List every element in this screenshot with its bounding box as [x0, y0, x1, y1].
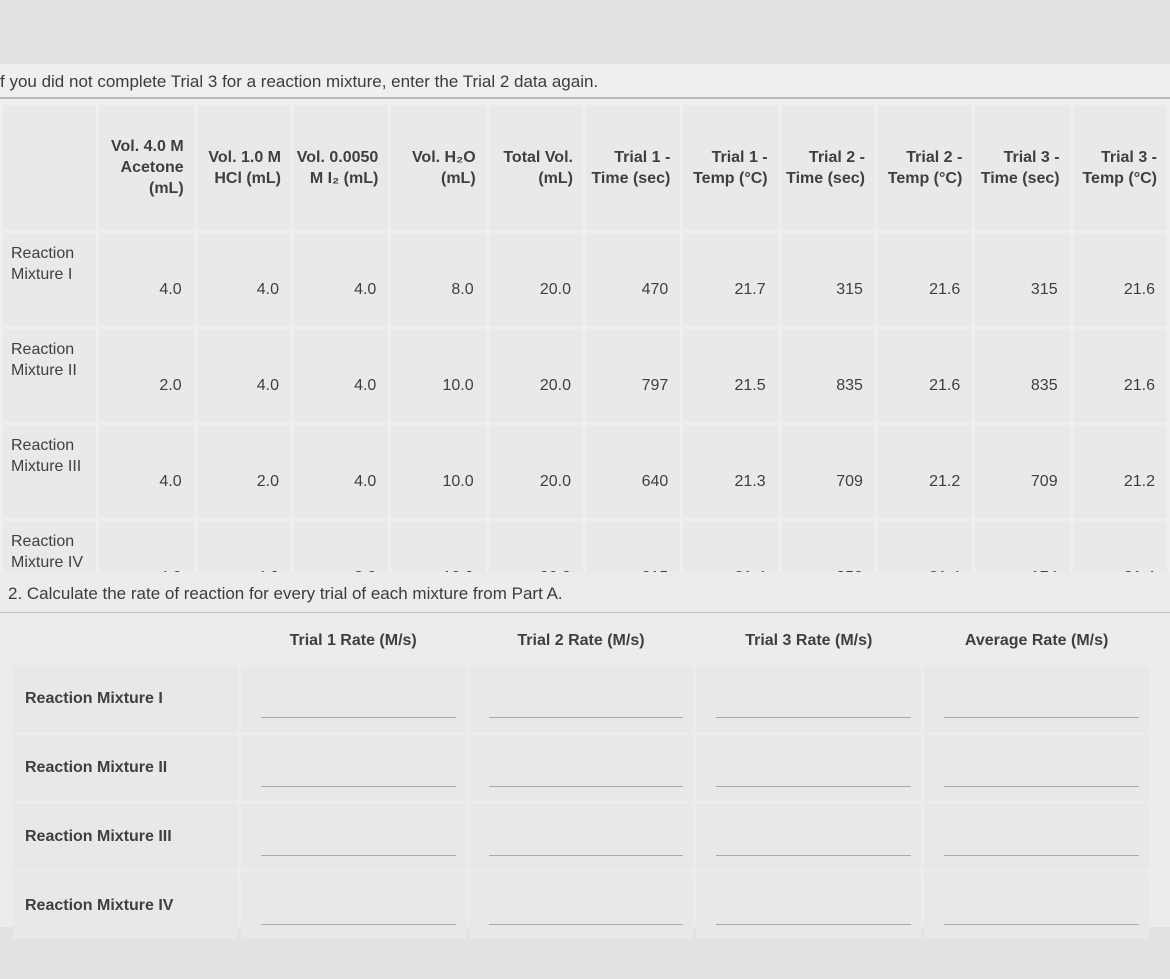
header-iodine: Vol. 0.0050 M I₂ (mL) [294, 105, 388, 230]
average-rate-input[interactable] [924, 873, 1149, 939]
header-trial2-time: Trial 2 - Time (sec) [781, 105, 875, 230]
cell-water: 10.0 [391, 425, 485, 518]
header-blank [13, 619, 238, 663]
cell-total-vol: 20.0 [489, 233, 583, 326]
header-trial3-temp: Trial 3 - Temp (°C) [1073, 105, 1167, 230]
header-trial2-temp: Trial 2 - Temp (°C) [878, 105, 972, 230]
header-blank [3, 105, 96, 230]
rate-table [10, 616, 1152, 942]
divider [0, 612, 1170, 613]
header-trial2-rate: Trial 2 Rate (M/s) [469, 619, 694, 663]
answer-line [489, 855, 684, 856]
cell-trial3-temp: 21.6 [1073, 329, 1167, 422]
header-trial1-time: Trial 1 - Time (sec) [586, 105, 680, 230]
answer-line [716, 786, 911, 787]
cell-acetone: 4.0 [99, 425, 193, 518]
cell-iodine: 4.0 [294, 425, 388, 518]
cell-trial1-time: 640 [586, 425, 680, 518]
answer-line [944, 924, 1139, 925]
trial2-rate-input[interactable] [469, 735, 694, 801]
row-label: Reaction Mixture II [3, 329, 96, 422]
trial2-rate-input[interactable] [469, 873, 694, 939]
cell-water: 10.0 [391, 329, 485, 422]
cell-hcl: 4.0 [197, 233, 291, 326]
rate-row [13, 804, 1149, 870]
cell-trial3-time: 835 [975, 329, 1069, 422]
table-header-row [3, 105, 1167, 230]
cell-trial3-time: 709 [975, 425, 1069, 518]
cell-water: 8.0 [391, 233, 485, 326]
rate-row [13, 666, 1149, 732]
answer-line [489, 924, 684, 925]
cell-trial2-temp: 21.2 [878, 425, 972, 518]
instruction-text: f you did not complete Trial 3 for a reaction mixture, enter the Trial 2 data again. [0, 72, 599, 91]
cell-trial3-time: 315 [975, 233, 1069, 326]
answer-line [261, 924, 456, 925]
header-trial3-time: Trial 3 - Time (sec) [975, 105, 1069, 230]
average-rate-input[interactable] [924, 666, 1149, 732]
header-trial1-temp: Trial 1 - Temp (°C) [683, 105, 777, 230]
rate-row [13, 735, 1149, 801]
row-label: Reaction Mixture I [3, 233, 96, 326]
cell-trial2-temp: 21.6 [878, 329, 972, 422]
cell-hcl: 2.0 [197, 425, 291, 518]
rate-section [0, 572, 1170, 927]
cell-total-vol: 20.0 [489, 329, 583, 422]
answer-line [944, 717, 1139, 718]
question-text: 2. Calculate the rate of reaction for every trial of each mixture from Part A. [8, 584, 563, 603]
rate-row-label: Reaction Mixture II [13, 735, 238, 801]
cell-trial2-time: 835 [781, 329, 875, 422]
rate-row-label: Reaction Mixture IV [13, 873, 238, 939]
trial1-rate-input[interactable] [241, 873, 466, 939]
trial2-rate-input[interactable] [469, 666, 694, 732]
answer-line [489, 717, 684, 718]
cell-hcl: 4.0 [197, 329, 291, 422]
row-label: Reaction Mixture IV [3, 521, 96, 614]
answer-line [261, 786, 456, 787]
cell-iodine: 4.0 [294, 233, 388, 326]
table-row [3, 329, 1167, 422]
answer-line [944, 786, 1139, 787]
row-label: Reaction Mixture III [3, 425, 96, 518]
rate-row-label: Reaction Mixture I [13, 666, 238, 732]
cell-trial1-time: 470 [586, 233, 680, 326]
trial3-rate-input[interactable] [696, 873, 921, 939]
cell-acetone: 4.0 [99, 233, 193, 326]
header-trial1-rate: Trial 1 Rate (M/s) [241, 619, 466, 663]
cell-trial3-temp: 21.6 [1073, 233, 1167, 326]
rate-row [13, 873, 1149, 939]
cell-trial2-time: 315 [781, 233, 875, 326]
answer-line [716, 855, 911, 856]
trial3-rate-input[interactable] [696, 666, 921, 732]
answer-line [261, 855, 456, 856]
answer-line [716, 924, 911, 925]
cell-trial2-time: 709 [781, 425, 875, 518]
header-trial3-rate: Trial 3 Rate (M/s) [696, 619, 921, 663]
trial1-rate-input[interactable] [241, 735, 466, 801]
rate-row-label: Reaction Mixture III [13, 804, 238, 870]
trial3-rate-input[interactable] [696, 735, 921, 801]
header-hcl: Vol. 1.0 M HCl (mL) [197, 105, 291, 230]
divider [0, 97, 1170, 99]
header-acetone: Vol. 4.0 M Acetone (mL) [99, 105, 193, 230]
table-row [3, 233, 1167, 326]
rate-header-row [13, 619, 1149, 663]
header-total-vol: Total Vol. (mL) [489, 105, 583, 230]
cell-trial1-temp: 21.3 [683, 425, 777, 518]
trial1-rate-input[interactable] [241, 804, 466, 870]
trial3-rate-input[interactable] [696, 804, 921, 870]
trial2-rate-input[interactable] [469, 804, 694, 870]
answer-line [944, 855, 1139, 856]
worksheet [0, 64, 1170, 927]
cell-iodine: 4.0 [294, 329, 388, 422]
answer-line [716, 717, 911, 718]
data-table [0, 102, 1170, 617]
average-rate-input[interactable] [924, 735, 1149, 801]
header-water: Vol. H₂O (mL) [391, 105, 485, 230]
header-average-rate: Average Rate (M/s) [924, 619, 1149, 663]
table-row [3, 425, 1167, 518]
answer-line [261, 717, 456, 718]
cell-trial1-temp: 21.7 [683, 233, 777, 326]
answer-line [489, 786, 684, 787]
cell-acetone: 2.0 [99, 329, 193, 422]
average-rate-input[interactable] [924, 804, 1149, 870]
trial1-rate-input[interactable] [241, 666, 466, 732]
cell-trial2-temp: 21.6 [878, 233, 972, 326]
cell-total-vol: 20.0 [489, 425, 583, 518]
cell-trial1-temp: 21.5 [683, 329, 777, 422]
cell-trial3-temp: 21.2 [1073, 425, 1167, 518]
cell-trial1-time: 797 [586, 329, 680, 422]
